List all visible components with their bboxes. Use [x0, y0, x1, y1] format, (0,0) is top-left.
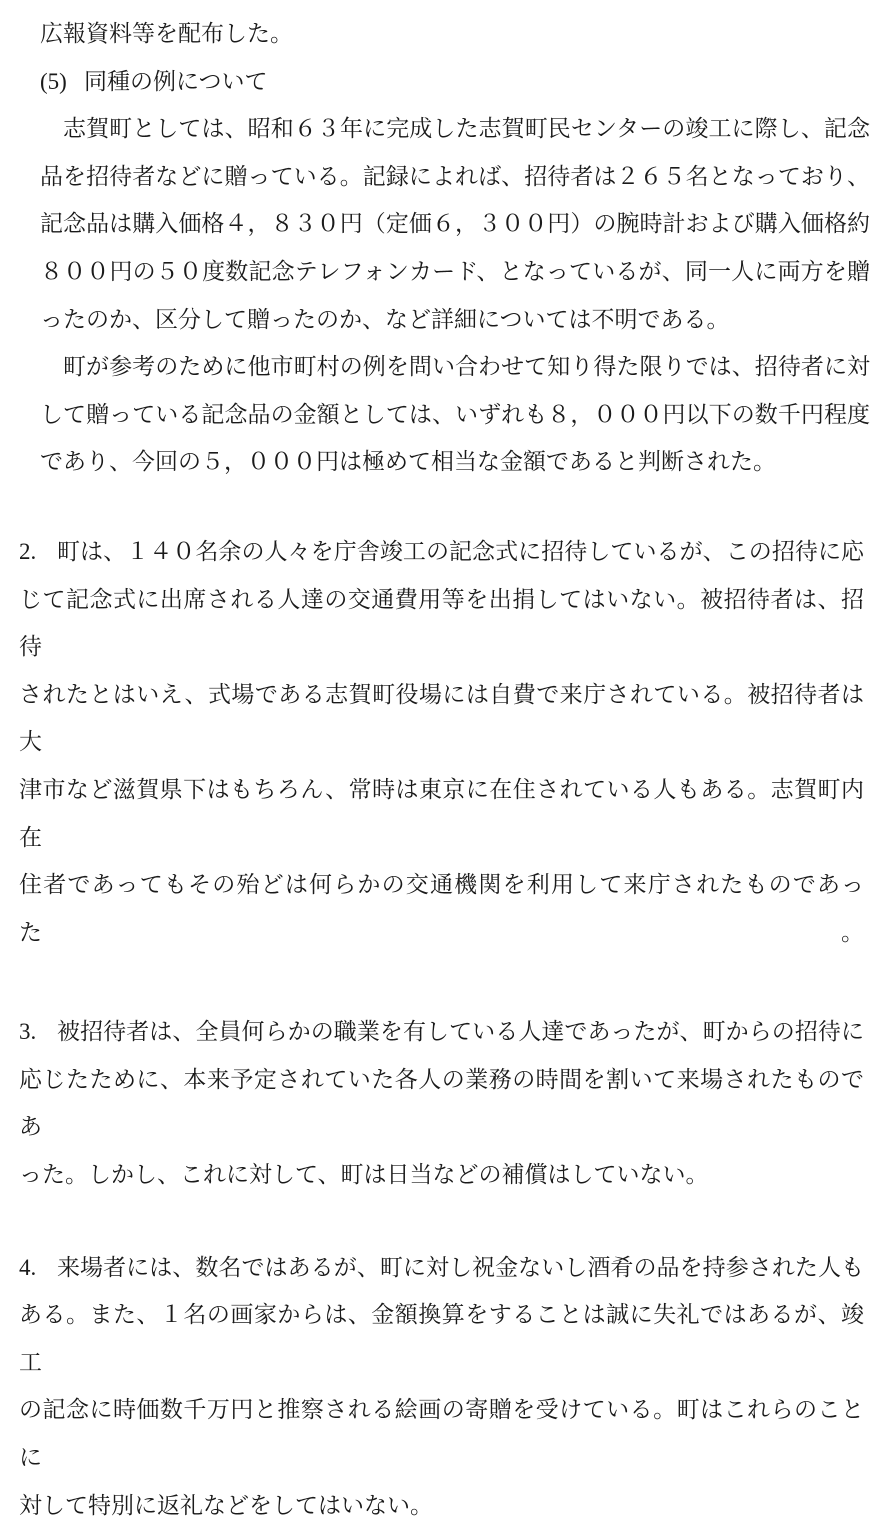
- text-line: であり、今回の５，０００円は極めて相当な金額であると判断された。: [40, 449, 776, 475]
- text-line: った。しかし、これに対して、町は日当などの補償はしていない。: [19, 1162, 709, 1188]
- section-3: [19, 1008, 864, 1198]
- text-line: 来場者には、数名ではあるが、町に対し祝金ないし酒肴の品を持参された人も: [57, 1254, 865, 1280]
- text-line: 津市など滋賀県下はもちろん、常時は東京に在住されている人もある。志賀町内在: [19, 776, 864, 850]
- section-first-line: [19, 1244, 864, 1292]
- text-line: 志賀町としては、昭和６３年に完成した志賀町民センターの竣工に際し、記念: [63, 116, 870, 142]
- text-line: 町が参考のために他市町村の例を問い合わせて知り得た限りでは、招待者に対: [63, 354, 871, 380]
- text-line: ８００円の５０度数記念テレフォンカード、となっているが、同一人に両方を贈: [40, 258, 870, 284]
- text-line: 応じたために、本来予定されていた各人の業務の時間を割いて来場されたものであ: [19, 1066, 865, 1140]
- subsection-number: (5): [40, 68, 67, 94]
- text-line: 被招待者は、全員何らかの職業を有している人達であったが、町からの招待に: [57, 1019, 864, 1045]
- text-line: の記念に時価数千万円と推察される絵画の寄贈を受けている。町はこれらのことに: [19, 1397, 864, 1471]
- subsection-title: 同種の例について: [84, 68, 268, 94]
- text-line: 町は、１４０名余の人々を庁舎竣工の記念式に招待しているが、この招待に応: [57, 538, 864, 564]
- subsection-5-block: [40, 10, 870, 486]
- text-line: されたとはいえ、式場である志賀町役場には自費で来庁されている。被招待者は大: [19, 681, 864, 755]
- text-line: 記念品は購入価格４，８３０円（定価６，３００円）の腕時計および購入価格約: [40, 211, 870, 237]
- text-line: じて記念式に出席される人達の交通費用等を出捐してはいない。被招待者は、招待: [19, 586, 864, 660]
- text-line: 広報資料等を配布した。: [40, 21, 293, 46]
- text-line: して贈っている記念品の金額としては、いずれも８，０００円以下の数千円程度: [40, 401, 870, 427]
- section-first-line: [19, 528, 864, 576]
- section-number: 3.: [19, 1019, 37, 1045]
- section-number: 4.: [19, 1254, 37, 1280]
- section-4: [19, 1244, 864, 1529]
- section-number: 2.: [19, 538, 37, 564]
- subsection-heading: [40, 58, 870, 106]
- section-2: [19, 528, 864, 956]
- text-line: 品を招待者などに贈っている。記録によれば、招待者は２６５名となっており、: [40, 163, 870, 189]
- text-line: 対して特別に返礼などをしてはいない。: [19, 1492, 433, 1518]
- section-first-line: [19, 1008, 864, 1056]
- text-line: 住者であってもその殆どは何らかの交通機関を利用して来庁されたものであった。: [19, 872, 864, 945]
- text-line: ったのか、区分して贈ったのか、など詳細については不明である。: [40, 306, 730, 332]
- text-line: ある。また、１名の画家からは、金額換算をすることは誠に失礼ではあるが、竣工: [19, 1302, 865, 1375]
